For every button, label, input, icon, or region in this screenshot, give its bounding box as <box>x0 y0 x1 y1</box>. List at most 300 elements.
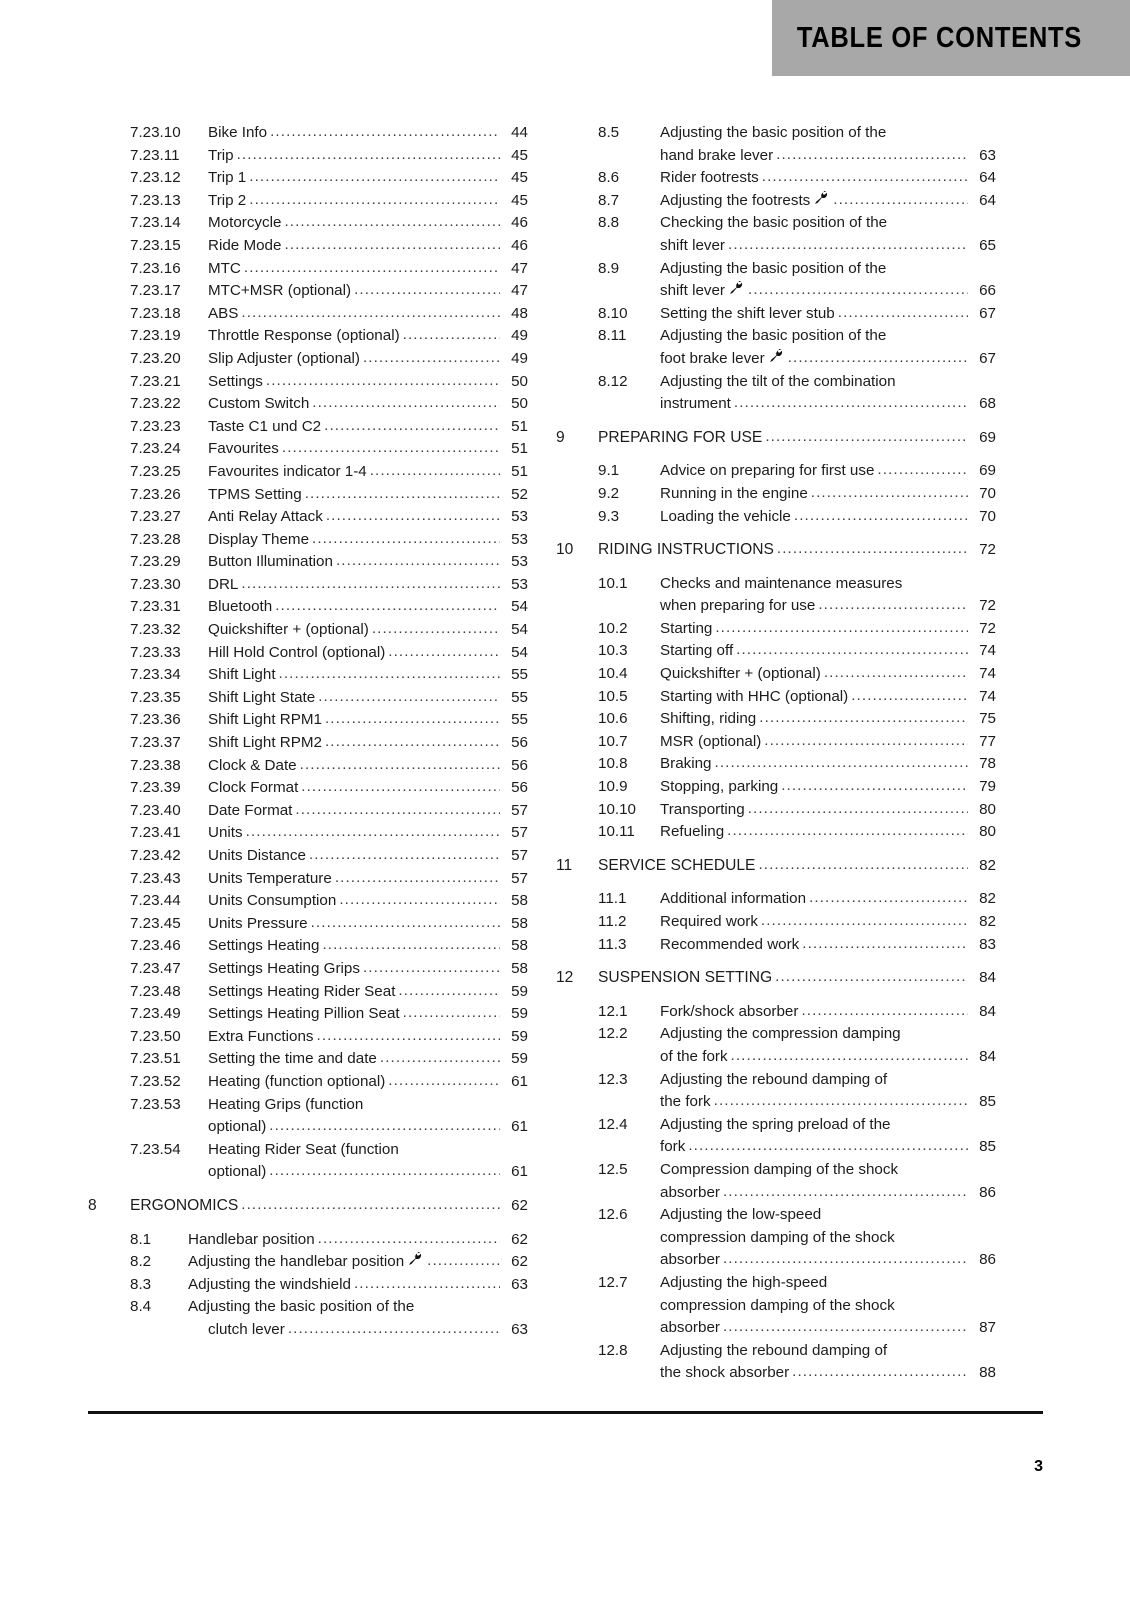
toc-entry-row[interactable] <box>556 821 996 844</box>
toc-entry-number: 8.3 <box>130 1275 152 1293</box>
toc-leader-dots <box>336 551 500 573</box>
toc-entry-title-wrap <box>660 1204 970 1227</box>
toc-entry-row[interactable] <box>88 958 528 981</box>
toc-entry-title-wrap <box>208 1003 502 1026</box>
toc-leader-dots <box>777 539 968 561</box>
toc-entry-row[interactable] <box>556 280 996 303</box>
toc-entry-title: Slip Adjuster (optional) <box>208 349 360 367</box>
toc-entry-number: 9.3 <box>598 507 620 525</box>
toc-entry-page: 74 <box>979 687 996 705</box>
toc-chapter-row[interactable] <box>556 539 996 562</box>
toc-entry-title: shift lever <box>660 282 725 300</box>
toc-leader-dots <box>761 911 968 933</box>
toc-entry-title: Starting with HHC (optional) <box>660 687 849 705</box>
toc-entry-title: fork <box>660 1138 686 1156</box>
toc-entry-title-wrap <box>660 212 970 235</box>
toc-leader-dots <box>736 640 968 662</box>
toc-entry-title: shift lever <box>660 236 725 254</box>
toc-entry-row[interactable] <box>556 1227 996 1250</box>
toc-leader-dots <box>354 1274 500 1296</box>
toc-entry-title-wrap <box>598 855 970 878</box>
toc-entry-title-wrap <box>208 596 502 619</box>
toc-leader-dots <box>723 1317 968 1339</box>
toc-leader-dots <box>723 1249 968 1271</box>
toc-leader-dots <box>311 913 500 935</box>
toc-leader-dots <box>715 753 969 775</box>
toc-entry-title-wrap <box>660 483 970 506</box>
toc-entry-title-wrap <box>660 708 970 731</box>
toc-entry-title: Loading the vehicle <box>660 507 791 525</box>
toc-entry-title-wrap <box>208 845 502 868</box>
toc-entry-title-wrap <box>660 303 970 326</box>
toc-entry-number: 11.3 <box>598 935 627 953</box>
toc-entry-row[interactable] <box>556 799 996 822</box>
toc-entry-title: Trip 2 <box>208 191 247 209</box>
toc-entry-title-wrap <box>208 664 502 687</box>
toc-entry-row[interactable] <box>88 393 528 416</box>
toc-entry-row[interactable] <box>88 1003 528 1026</box>
toc-entry-row[interactable] <box>88 642 528 665</box>
toc-entry-number: 12.3 <box>598 1070 628 1088</box>
toc-entry-number: 10.2 <box>598 619 628 637</box>
toc-entry-number: 7.23.54 <box>130 1140 181 1158</box>
toc-entry-row[interactable] <box>88 484 528 507</box>
toc-leader-dots <box>241 1195 500 1217</box>
toc-entry-title: Display Theme <box>208 530 310 548</box>
toc-entry-title: Adjusting the high-speed <box>660 1273 828 1291</box>
toc-entry-row[interactable] <box>556 753 996 776</box>
toc-entry-title-wrap <box>208 981 502 1004</box>
toc-entry-row[interactable] <box>88 348 528 371</box>
toc-entry-row[interactable] <box>88 371 528 394</box>
toc-entry-row[interactable] <box>88 845 528 868</box>
toc-entry-row[interactable] <box>88 619 528 642</box>
toc-entry-row[interactable] <box>88 258 528 281</box>
toc-entry-page: 64 <box>979 191 996 209</box>
toc-entry-title: Motorcycle <box>208 214 282 232</box>
toc-entry-row[interactable] <box>556 1249 996 1272</box>
toc-entry-row[interactable] <box>88 1094 528 1117</box>
toc-entry-title: Transporting <box>660 800 745 818</box>
toc-entry-title: Heating (function optional) <box>208 1072 386 1090</box>
toc-entry-title: Setting the shift lever stub <box>660 304 835 322</box>
toc-entry-page: 50 <box>511 372 528 390</box>
toc-entry-title: of the fork <box>660 1047 728 1065</box>
toc-entry-number: 7.23.35 <box>130 688 181 706</box>
toc-entry-number: 10.8 <box>598 755 628 773</box>
toc-entry-row[interactable] <box>556 393 996 416</box>
toc-entry-row[interactable] <box>88 822 528 845</box>
toc-entry-row[interactable] <box>88 596 528 619</box>
toc-entry-title-wrap <box>660 1295 970 1318</box>
toc-entry-title: ERGONOMICS <box>130 1196 239 1214</box>
wrench-icon <box>408 1252 423 1266</box>
toc-entry-number: 10 <box>556 541 574 559</box>
toc-entry-number: 7.23.25 <box>130 462 181 480</box>
toc-entry-row[interactable] <box>88 325 528 348</box>
toc-entry-title: Adjusting the basic position of the <box>188 1298 415 1316</box>
toc-entry-title-wrap <box>660 753 970 776</box>
toc-entry-row[interactable] <box>556 888 996 911</box>
toc-entry-row[interactable] <box>556 1023 996 1046</box>
toc-entry-page: 79 <box>979 778 996 796</box>
toc-leader-dots <box>372 619 500 641</box>
toc-entry-page: 84 <box>979 969 996 987</box>
toc-entry-row[interactable] <box>556 911 996 934</box>
toc-entry-page: 69 <box>979 428 996 446</box>
toc-entry-number: 8.8 <box>598 214 620 232</box>
toc-entry-row[interactable] <box>556 483 996 506</box>
toc-entry-title: Shift Light RPM1 <box>208 711 322 729</box>
toc-entry-title: Checking the basic position of the <box>660 214 888 232</box>
toc-leader-dots <box>339 890 500 912</box>
toc-entry-row[interactable] <box>88 1139 528 1162</box>
toc-entry-title-wrap <box>208 958 502 981</box>
toc-chapter-row[interactable] <box>88 1195 528 1218</box>
toc-entry-row[interactable] <box>88 777 528 800</box>
toc-entry-number: 10.6 <box>598 710 628 728</box>
toc-entry-title-wrap <box>660 1091 970 1114</box>
toc-entry-row[interactable] <box>556 212 996 235</box>
toc-entry-page: 63 <box>511 1320 528 1338</box>
toc-entry-number: 7.23.47 <box>130 959 181 977</box>
toc-entry-title: Handlebar position <box>188 1230 315 1248</box>
toc-leader-dots <box>748 799 968 821</box>
toc-entry-title: Braking <box>660 755 712 773</box>
toc-entry-row[interactable] <box>88 438 528 461</box>
toc-entry-number: 7.23.29 <box>130 553 181 571</box>
toc-entry-page: 47 <box>511 259 528 277</box>
toc-entry-number: 12 <box>556 969 574 987</box>
toc-entry-title-wrap <box>208 1026 502 1049</box>
toc-entry-number: 12.7 <box>598 1273 628 1291</box>
toc-entry-page: 51 <box>511 462 528 480</box>
toc-entry-row[interactable] <box>556 303 996 326</box>
toc-leader-dots <box>326 506 500 528</box>
toc-entry-title: ABS <box>208 304 239 322</box>
toc-entry-page: 84 <box>979 1047 996 1065</box>
toc-entry-title-wrap <box>660 1046 970 1069</box>
toc-entry-row[interactable] <box>556 663 996 686</box>
toc-leader-dots <box>363 958 500 980</box>
toc-entry-title-wrap <box>208 800 502 823</box>
toc-entry-number: 8.4 <box>130 1298 152 1316</box>
toc-entry-number: 7.23.53 <box>130 1095 181 1113</box>
toc-entry-title-wrap <box>660 506 970 529</box>
toc-leader-dots <box>370 461 500 483</box>
toc-entry-row[interactable] <box>556 708 996 731</box>
toc-entry-number: 7.23.39 <box>130 779 181 797</box>
toc-entry-row[interactable] <box>556 190 996 213</box>
toc-entry-title: Taste C1 und C2 <box>208 417 322 435</box>
toc-entry-row[interactable] <box>88 800 528 823</box>
toc-entry-row[interactable] <box>88 303 528 326</box>
toc-entry-page: 63 <box>979 146 996 164</box>
toc-entry-row[interactable] <box>88 551 528 574</box>
toc-entry-title-wrap <box>208 1161 502 1184</box>
toc-entry-title-wrap <box>208 574 502 597</box>
toc-entry-row[interactable] <box>556 595 996 618</box>
toc-entry-title-wrap <box>208 709 502 732</box>
toc-entry-title: Heating Grips (function <box>208 1095 364 1113</box>
toc-entry-page: 58 <box>511 937 528 955</box>
toc-entry-row[interactable] <box>556 1046 996 1069</box>
toc-entry-page: 67 <box>979 349 996 367</box>
toc-entry-row[interactable] <box>88 122 528 145</box>
toc-entry-title-wrap <box>660 258 970 281</box>
toc-entry-row[interactable] <box>556 506 996 529</box>
toc-leader-dots <box>792 1362 968 1384</box>
toc-entry-title-wrap <box>208 529 502 552</box>
toc-entry-row[interactable] <box>556 618 996 641</box>
toc-entry-row[interactable] <box>556 1204 996 1227</box>
toc-leader-dots <box>305 484 500 506</box>
toc-entry-row[interactable] <box>556 122 996 145</box>
toc-entry-row[interactable] <box>88 461 528 484</box>
toc-entry-title-wrap <box>660 167 970 190</box>
toc-entry-row[interactable] <box>556 1091 996 1114</box>
toc-entry-row[interactable] <box>88 1296 528 1319</box>
toc-leader-dots <box>324 416 500 438</box>
toc-entry-row[interactable] <box>88 145 528 168</box>
toc-entry-row[interactable] <box>88 416 528 439</box>
toc-entry-title: Heating Rider Seat (function <box>208 1140 399 1158</box>
toc-entry-row[interactable] <box>88 574 528 597</box>
toc-entry-row[interactable] <box>556 1295 996 1318</box>
toc-entry-title: Anti Relay Attack <box>208 508 323 526</box>
toc-entry-row[interactable] <box>556 1069 996 1092</box>
toc-entry-row[interactable] <box>88 1229 528 1252</box>
toc-leader-dots <box>723 1182 968 1204</box>
toc-entry-number: 10.7 <box>598 732 628 750</box>
toc-entry-page: 65 <box>979 236 996 254</box>
toc-leader-dots <box>762 167 968 189</box>
toc-entry-row[interactable] <box>556 1340 996 1363</box>
toc-entry-number: 12.6 <box>598 1206 628 1224</box>
toc-leader-dots <box>363 348 500 370</box>
toc-entry-row[interactable] <box>88 280 528 303</box>
toc-entry-title: foot brake lever <box>660 349 765 367</box>
toc-entry-page: 54 <box>511 598 528 616</box>
toc-entry-title: Bike Info <box>208 124 268 141</box>
toc-leader-dots <box>748 280 968 302</box>
toc-entry-title: Ride Mode <box>208 236 282 254</box>
toc-entry-row[interactable] <box>88 913 528 936</box>
toc-entry-row[interactable] <box>556 776 996 799</box>
toc-entry-row[interactable] <box>88 890 528 913</box>
toc-entry-title: instrument <box>660 395 731 413</box>
toc-entry-row[interactable] <box>556 258 996 281</box>
toc-entry-row[interactable] <box>556 1114 996 1137</box>
toc-entry-title: Button Illumination <box>208 553 333 571</box>
toc-entry-row[interactable] <box>88 1026 528 1049</box>
toc-entry-row[interactable] <box>556 1136 996 1159</box>
footer-page-number: 3 <box>1034 1458 1043 1475</box>
toc-chapter-row[interactable] <box>556 967 996 990</box>
toc-entry-page: 63 <box>511 1275 528 1293</box>
toc-entry-title-wrap <box>660 145 970 168</box>
toc-entry-number: 7.23.42 <box>130 847 181 864</box>
toc-entry-row[interactable] <box>88 529 528 552</box>
toc-entry-page: 82 <box>979 890 996 908</box>
toc-leader-dots <box>269 1116 500 1138</box>
toc-entry-page: 53 <box>511 553 528 571</box>
toc-entry-number: 7.23.50 <box>130 1027 181 1045</box>
toc-entry-number: 11.2 <box>598 913 627 930</box>
toc-entry-row[interactable] <box>556 1001 996 1024</box>
toc-entry-title-wrap <box>208 732 502 755</box>
toc-entry-title-wrap <box>208 258 502 281</box>
toc-entry-row[interactable] <box>556 1362 996 1385</box>
toc-leader-dots <box>758 855 968 877</box>
toc-leader-dots <box>388 1071 500 1093</box>
toc-entry-title: DRL <box>208 575 239 593</box>
toc-entry-row[interactable] <box>88 935 528 958</box>
toc-leader-dots <box>759 708 968 730</box>
page-title: TABLE OF CONTENTS <box>796 21 1082 54</box>
toc-entry-title: Quickshifter + (optional) <box>208 621 369 639</box>
toc-entry-row[interactable] <box>88 212 528 235</box>
toc-entry-title: Units Pressure <box>208 914 308 932</box>
toc-entry-number: 12.1 <box>598 1002 628 1020</box>
toc-entry-row[interactable] <box>556 235 996 258</box>
toc-leader-dots <box>818 595 968 617</box>
toc-entry-title-wrap <box>660 911 970 934</box>
toc-entry-title: Adjusting the footrests <box>660 191 811 209</box>
toc-entry-number: 7.23.40 <box>130 801 181 819</box>
toc-leader-dots <box>241 574 500 596</box>
toc-entry-title-wrap <box>660 122 970 145</box>
toc-entry-row[interactable] <box>88 981 528 1004</box>
toc-entry-row[interactable] <box>556 145 996 168</box>
toc-entry-row[interactable] <box>88 868 528 891</box>
toc-entry-number: 7.23.45 <box>130 914 181 932</box>
toc-leader-dots <box>312 529 500 551</box>
toc-entry-page: 82 <box>979 913 996 930</box>
toc-entry-row[interactable] <box>88 1116 528 1139</box>
toc-leader-dots <box>317 1026 500 1048</box>
toc-chapter-row[interactable] <box>556 427 996 450</box>
toc-leader-dots <box>776 145 968 167</box>
toc-entry-row[interactable] <box>556 1317 996 1340</box>
toc-entry-page: 68 <box>979 395 996 413</box>
toc-leader-dots <box>241 303 500 325</box>
toc-entry-row[interactable] <box>88 755 528 778</box>
toc-entry-row[interactable] <box>88 732 528 755</box>
toc-entry-row[interactable] <box>556 1182 996 1205</box>
toc-entry-title-wrap <box>208 303 502 326</box>
toc-entry-title-wrap <box>660 190 970 213</box>
toc-entry-title: Adjusting the rebound damping of <box>660 1070 888 1088</box>
toc-entry-number: 7.23.10 <box>130 124 181 141</box>
toc-entry-number: 8 <box>88 1196 97 1214</box>
toc-entry-page: 62 <box>511 1253 528 1271</box>
toc-entry-row[interactable] <box>556 460 996 483</box>
toc-entry-row[interactable] <box>556 934 996 957</box>
toc-entry-title-wrap <box>208 551 502 574</box>
toc-entry-page: 62 <box>511 1196 528 1214</box>
toc-entry-title-wrap <box>660 1023 970 1046</box>
toc-entry-title: Adjusting the windshield <box>188 1275 351 1293</box>
toc-entry-title-wrap <box>660 1362 970 1385</box>
toc-entry-row[interactable] <box>556 1272 996 1295</box>
toc-entry-title: Required work <box>660 913 758 930</box>
toc-entry-row[interactable] <box>88 1319 528 1342</box>
wrench-icon <box>814 191 829 205</box>
toc-entry-page: 58 <box>511 892 528 910</box>
toc-entry-row[interactable] <box>556 1159 996 1182</box>
toc-entry-title: compression damping of the shock <box>660 1228 895 1246</box>
toc-entry-row[interactable] <box>556 167 996 190</box>
toc-entry-row[interactable] <box>88 709 528 732</box>
toc-entry-row[interactable] <box>88 235 528 258</box>
toc-entry-title: Adjusting the tilt of the combination <box>660 372 896 390</box>
toc-entry-row[interactable] <box>556 573 996 596</box>
toc-entry-title: Settings Heating Pillion Seat <box>208 1005 400 1023</box>
toc-entry-page: 59 <box>511 1005 528 1023</box>
toc-leader-dots <box>715 618 968 640</box>
toc-entry-row[interactable] <box>88 167 528 190</box>
toc-entry-page: 88 <box>979 1364 996 1382</box>
toc-entry-row[interactable] <box>88 1048 528 1071</box>
toc-entry-number: 8.11 <box>598 327 627 345</box>
toc-entry-row[interactable] <box>88 190 528 213</box>
toc-leader-dots <box>727 821 968 843</box>
toc-entry-title-wrap <box>208 1071 502 1094</box>
toc-entry-number: 11.1 <box>598 890 627 908</box>
toc-entry-page: 61 <box>511 1072 528 1090</box>
toc-entry-number: 7.23.27 <box>130 508 181 526</box>
toc-entry-row[interactable] <box>88 1161 528 1184</box>
toc-entry-row[interactable] <box>88 1274 528 1297</box>
toc-entry-row[interactable] <box>556 325 996 348</box>
toc-entry-title: SUSPENSION SETTING <box>598 969 773 987</box>
toc-leader-dots <box>801 1001 968 1023</box>
toc-entry-row[interactable] <box>88 687 528 710</box>
toc-entry-title-wrap <box>660 686 970 709</box>
toc-entry-page: 52 <box>511 485 528 503</box>
toc-entry-row[interactable] <box>88 506 528 529</box>
toc-entry-number: 8.6 <box>598 169 620 187</box>
toc-entry-row[interactable] <box>556 731 996 754</box>
toc-entry-title-wrap <box>208 484 502 507</box>
toc-chapter-row[interactable] <box>556 855 996 878</box>
toc-entry-title-wrap <box>598 539 970 562</box>
toc-entry-row[interactable] <box>88 1071 528 1094</box>
toc-entry-number: 7.23.20 <box>130 349 181 367</box>
toc-entry-number: 12.2 <box>598 1025 628 1043</box>
toc-entry-row[interactable] <box>556 348 996 371</box>
toc-leader-dots <box>824 663 968 685</box>
toc-entry-row[interactable] <box>556 640 996 663</box>
toc-entry-row[interactable] <box>88 664 528 687</box>
toc-entry-row[interactable] <box>556 371 996 394</box>
toc-entry-row[interactable] <box>556 686 996 709</box>
toc-entry-title-wrap <box>208 325 502 348</box>
toc-entry-title: Shift Light State <box>208 688 316 706</box>
toc-entry-number: 7.23.32 <box>130 621 181 639</box>
toc-entry-row[interactable] <box>88 1251 528 1274</box>
toc-leader-dots <box>284 212 500 234</box>
toc-entry-title-wrap <box>208 890 502 913</box>
toc-entry-page: 84 <box>979 1002 996 1020</box>
toc-entry-title: Fork/shock absorber <box>660 1002 799 1020</box>
toc-entry-page: 46 <box>511 236 528 254</box>
toc-entry-title: Adjusting the rebound damping of <box>660 1341 888 1359</box>
toc-entry-page: 85 <box>979 1093 996 1111</box>
toc-leader-dots <box>403 325 500 347</box>
toc-entry-title: Compression damping of the shock <box>660 1160 899 1178</box>
